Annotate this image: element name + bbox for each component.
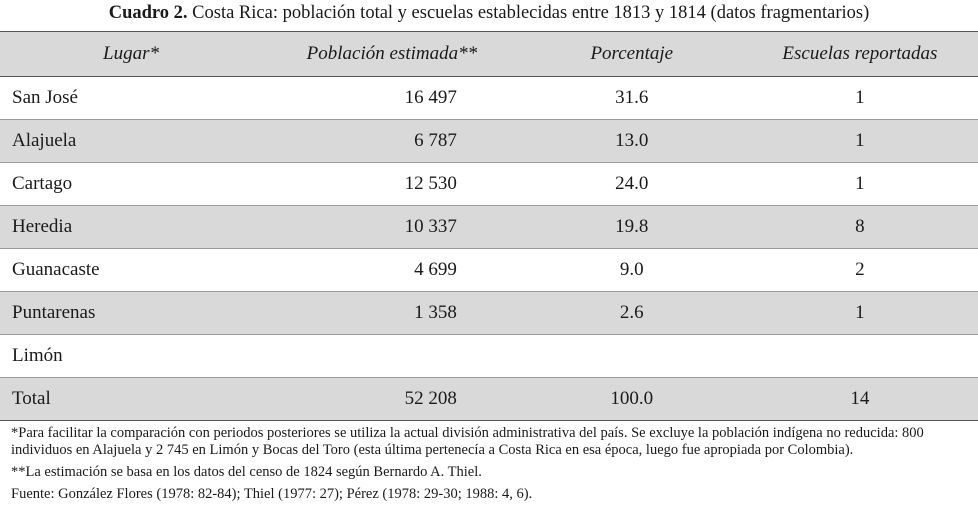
caption-number: Cuadro 2. xyxy=(108,3,188,23)
header-escuelas: Escuelas reportadas xyxy=(742,32,978,77)
footnote-lugar: *Para facilitar la comparación con periodos posteriores se utiliza la actual división administrativa del país. Se excluye la población indígena no reducida: 800 individuos en Alajuela y 2 745 en Limón y Bocas del Toro (esta última pertenecía a Costa Rica en esa época, luego fue apropiada por Colombia). xyxy=(11,425,924,458)
poblacion-value: 6 787 xyxy=(414,130,457,151)
cell-porcentaje: 24.0 xyxy=(522,163,742,206)
cell-escuelas: 8 xyxy=(742,206,978,249)
cell-poblacion xyxy=(262,163,522,206)
cell-total-porcentaje: 100.0 xyxy=(522,378,742,421)
table-row xyxy=(0,163,978,206)
table-row xyxy=(0,77,978,120)
poblacion-value: 1 358 xyxy=(414,302,457,323)
footnote-poblacion: **La estimación se basa en los datos del censo de 1824 según Bernardo A. Thiel. xyxy=(11,464,482,480)
cell-total-escuelas: 14 xyxy=(742,378,978,421)
cell-porcentaje xyxy=(522,335,742,378)
source-note: Fuente: González Flores (1978: 82-84); Thiel (1977: 27); Pérez (1978: 29-30; 1988: 4, 6). xyxy=(11,486,533,502)
cell-lugar: Guanacaste xyxy=(0,249,262,292)
cell-poblacion xyxy=(262,292,522,335)
cell-lugar: Alajuela xyxy=(0,120,262,163)
cell-lugar: Limón xyxy=(0,335,262,378)
cell-escuelas: 1 xyxy=(742,120,978,163)
header-lugar: Lugar* xyxy=(0,32,262,77)
table-row xyxy=(0,335,978,378)
cell-escuelas: 1 xyxy=(742,163,978,206)
cell-poblacion xyxy=(262,77,522,120)
cell-escuelas: 1 xyxy=(742,77,978,120)
cell-lugar: Heredia xyxy=(0,206,262,249)
cell-lugar: San José xyxy=(0,77,262,120)
table-header-row xyxy=(0,32,978,77)
table-row xyxy=(0,120,978,163)
table-row xyxy=(0,206,978,249)
poblacion-value: 12 530 xyxy=(404,173,457,194)
cell-total-label: Total xyxy=(0,378,262,421)
total-poblacion-value: 52 208 xyxy=(404,388,457,409)
cell-poblacion xyxy=(262,206,522,249)
cell-escuelas xyxy=(742,335,978,378)
poblacion-value: 4 699 xyxy=(414,259,457,280)
cell-porcentaje: 2.6 xyxy=(522,292,742,335)
table-row xyxy=(0,292,978,335)
population-table xyxy=(0,31,978,421)
cell-porcentaje: 19.8 xyxy=(522,206,742,249)
header-poblacion: Población estimada** xyxy=(262,32,522,77)
cell-porcentaje: 13.0 xyxy=(522,120,742,163)
cell-poblacion xyxy=(262,120,522,163)
table-caption xyxy=(0,0,978,30)
poblacion-value: 10 337 xyxy=(404,216,457,237)
header-porcentaje: Porcentaje xyxy=(522,32,742,77)
cell-porcentaje: 31.6 xyxy=(522,77,742,120)
table-row xyxy=(0,249,978,292)
cell-lugar: Cartago xyxy=(0,163,262,206)
cell-total-poblacion xyxy=(262,378,522,421)
table-notes xyxy=(11,425,969,508)
cell-escuelas: 2 xyxy=(742,249,978,292)
table-total-row xyxy=(0,378,978,421)
poblacion-value: 16 497 xyxy=(404,87,457,108)
cell-poblacion xyxy=(262,335,522,378)
cell-lugar: Puntarenas xyxy=(0,292,262,335)
caption-text: Costa Rica: población total y escuelas establecidas entre 1813 y 1814 (datos fragmentarios) xyxy=(187,3,870,23)
cell-escuelas: 1 xyxy=(742,292,978,335)
cell-porcentaje: 9.0 xyxy=(522,249,742,292)
cell-poblacion xyxy=(262,249,522,292)
